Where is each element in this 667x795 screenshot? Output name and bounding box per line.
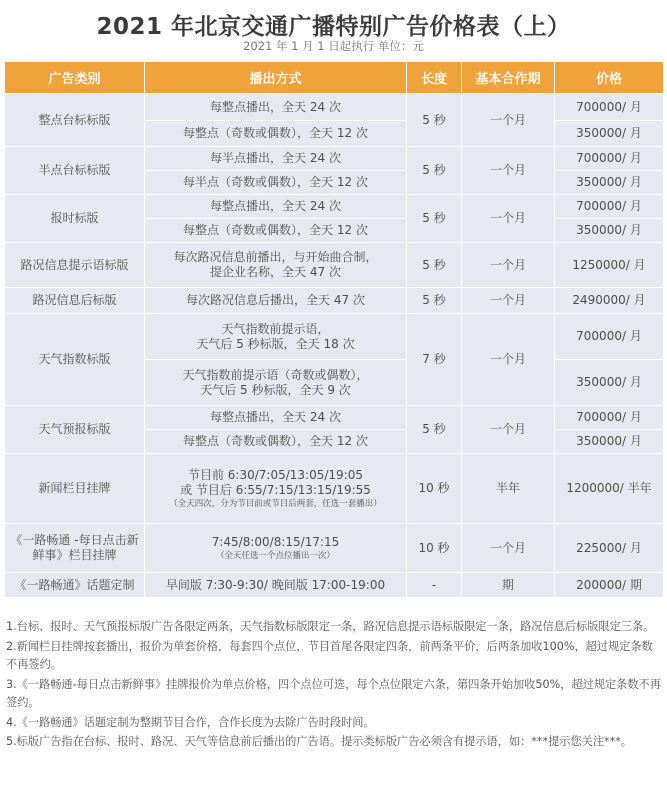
price-cell: 700000/ 月 <box>555 406 664 430</box>
method-cell <box>145 524 407 573</box>
header-period: 基本合作期 <box>462 62 555 94</box>
period-cell: 一个月 <box>462 243 555 288</box>
table-row <box>5 147 664 171</box>
note-item: 5.标版广告指在台标、报时、路况、天气等信息前后播出的广告语。提示类标版广告必须含有提示语，如：***提示您关注***。 <box>6 735 632 748</box>
page-title: 2021 年北京交通广播特别广告价格表（上） <box>96 14 571 40</box>
price-cell: 700000/ 月 <box>555 94 664 121</box>
notes-section <box>6 618 661 753</box>
method-line: 天气后 5 秒标版，全天 18 次 <box>196 336 355 351</box>
method-note: （全天四次，分为节目前或节目后两套，任选一套播出） <box>169 498 382 509</box>
price-cell: 1200000/ 半年 <box>555 454 664 524</box>
category-line: 鲜事》栏目挂牌 <box>32 548 117 562</box>
category-cell: 新闻栏目挂牌 <box>5 454 145 524</box>
header-price: 价格 <box>555 62 664 94</box>
category-cell: 整点台标标版 <box>5 94 145 147</box>
price-cell: 350000/ 月 <box>555 219 664 243</box>
method-cell: 每整点播出，全天 24 次 <box>145 406 407 430</box>
method-line: 每次路况信息前播出，与开始曲合制， <box>173 250 378 264</box>
length-cell: 7 秒 <box>407 314 462 406</box>
category-cell: 《一路畅通》话题定制 <box>5 573 145 598</box>
period-cell: 一个月 <box>462 314 555 406</box>
page-subtitle: 2021 年 1 月 1 日起执行 单位：元 <box>243 39 424 53</box>
method-cell: 每整点（奇数或偶数），全天 12 次 <box>145 219 407 243</box>
note-item: 3.《一路畅通-每日点击新鲜事》挂牌报价为单点价格，四个点位可选，每个点位限定六条，第四条开始加收50%，超过规定条数不再签约。 <box>6 677 661 709</box>
length-cell: 5 秒 <box>407 94 462 147</box>
price-cell: 700000/ 月 <box>555 147 664 171</box>
table-row <box>5 454 664 524</box>
price-cell: 350000/ 月 <box>555 171 664 195</box>
note-item: 2.新闻栏目挂牌按套播出，报价为单套价格，每套四个点位，节目首尾各限定四条，前两条平价，后两条加收100%，超过规定条数不再签约。 <box>6 639 653 671</box>
table-row <box>5 195 664 219</box>
length-cell: 5 秒 <box>407 195 462 243</box>
length-cell: - <box>407 573 462 598</box>
method-line: 节目前 6:30/7:05/13:05/19:05 <box>187 467 363 482</box>
method-cell: 每整点（奇数或偶数），全天 12 次 <box>145 430 407 454</box>
category-cell: 天气指数标版 <box>5 314 145 406</box>
period-cell: 一个月 <box>462 94 555 147</box>
method-cell <box>145 243 407 288</box>
method-cell: 每整点（奇数或偶数），全天 12 次 <box>145 121 407 147</box>
header-category: 广告类别 <box>5 62 145 94</box>
method-cell <box>145 454 407 524</box>
method-note: （全天任选一个点位播出一次） <box>215 550 335 561</box>
table-row <box>5 573 664 598</box>
length-cell: 5 秒 <box>407 243 462 288</box>
period-cell: 一个月 <box>462 147 555 195</box>
method-cell: 早间版 7:30-9:30/ 晚间版 17:00-19:00 <box>145 573 407 598</box>
method-cell: 每整点播出，全天 24 次 <box>145 195 407 219</box>
method-line: 天气指数前提示语（奇数或偶数）， <box>182 367 369 382</box>
length-cell: 5 秒 <box>407 406 462 454</box>
category-cell <box>5 524 145 573</box>
method-cell <box>145 314 407 360</box>
price-cell: 350000/ 月 <box>555 430 664 454</box>
length-cell: 10 秒 <box>407 524 462 573</box>
method-cell: 每半点播出，全天 24 次 <box>145 147 407 171</box>
method-line: 天气后 5 秒标版，全天 9 次 <box>200 382 351 397</box>
table-row <box>5 406 664 430</box>
table-row <box>5 314 664 360</box>
category-cell: 半点台标标版 <box>5 147 145 195</box>
length-cell: 10 秒 <box>407 454 462 524</box>
method-line: 提企业名称，全天 47 次 <box>210 265 341 279</box>
category-cell: 路况信息提示语标版 <box>5 243 145 288</box>
period-cell: 期 <box>462 573 555 598</box>
price-cell: 200000/ 期 <box>555 573 664 598</box>
table-row <box>5 524 664 573</box>
method-cell: 每整点播出，全天 24 次 <box>145 94 407 121</box>
period-cell: 半年 <box>462 454 555 524</box>
note-item: 4.《一路畅通》话题定制为整期节目合作，合作长度为去除广告时段时间。 <box>6 715 375 729</box>
method-line: 天气指数前提示语， <box>221 321 330 336</box>
table-row <box>5 243 664 288</box>
method-cell: 每次路况信息后播出，全天 47 次 <box>145 288 407 314</box>
method-cell <box>145 360 407 406</box>
price-cell: 1250000/ 月 <box>555 243 664 288</box>
method-line: 7:45/8:00/8:15/17:15 <box>211 534 340 549</box>
period-cell: 一个月 <box>462 195 555 243</box>
table-header-row <box>5 62 664 94</box>
period-cell: 一个月 <box>462 406 555 454</box>
category-cell: 报时标版 <box>5 195 145 243</box>
price-cell: 2490000/ 月 <box>555 288 664 314</box>
category-line: 《一路畅通 -每日点击新 <box>10 533 139 547</box>
method-line: 或 节目后 6:55/7:15/13:15/19:55 <box>180 482 371 497</box>
price-cell: 700000/ 月 <box>555 195 664 219</box>
period-cell: 一个月 <box>462 288 555 314</box>
table-row <box>5 288 664 314</box>
note-item: 1.台标、报时、天气预报标版广告各限定两条，天气指数标版限定一条，路况信息提示语标版限定一条，路况信息后标版限定三条。 <box>6 620 655 633</box>
price-cell: 350000/ 月 <box>555 121 664 147</box>
price-table <box>4 61 664 598</box>
header-method: 播出方式 <box>145 62 407 94</box>
length-cell: 5 秒 <box>407 147 462 195</box>
method-cell: 每半点（奇数或偶数），全天 12 次 <box>145 171 407 195</box>
price-cell: 225000/ 月 <box>555 524 664 573</box>
period-cell: 一个月 <box>462 524 555 573</box>
price-cell: 700000/ 月 <box>555 314 664 360</box>
category-cell: 路况信息后标版 <box>5 288 145 314</box>
table-row <box>5 94 664 121</box>
price-cell: 350000/ 月 <box>555 360 664 406</box>
header-length: 长度 <box>407 62 462 94</box>
category-cell: 天气预报标版 <box>5 406 145 454</box>
length-cell: 5 秒 <box>407 288 462 314</box>
